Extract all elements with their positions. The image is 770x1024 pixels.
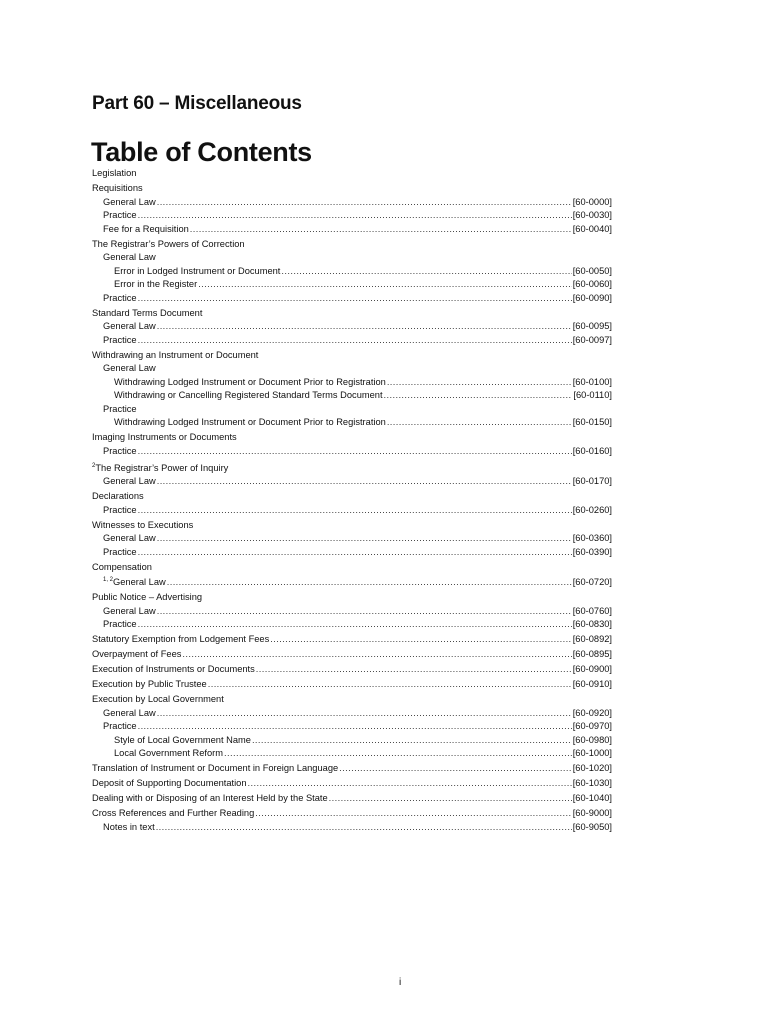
dot-leader — [138, 209, 572, 223]
toc-entry-text: Practice — [103, 546, 137, 557]
toc-entry[interactable] — [92, 223, 612, 237]
toc-entry-label — [103, 445, 137, 459]
toc-entry[interactable] — [92, 504, 612, 518]
toc-entry[interactable] — [92, 196, 612, 210]
toc-entry-label — [92, 663, 255, 677]
dot-leader — [384, 389, 573, 403]
toc-entry-reference[interactable]: [60-0970] — [572, 721, 612, 731]
toc-entry[interactable] — [92, 648, 612, 662]
toc-entry-text: Practice — [103, 210, 137, 220]
dot-leader — [252, 734, 572, 748]
toc-entry-label — [114, 278, 197, 292]
toc-entry-label — [103, 196, 156, 210]
toc-entry-label — [114, 416, 386, 430]
toc-entry-label — [92, 762, 338, 776]
dot-leader — [387, 416, 572, 430]
toc-entry[interactable] — [92, 807, 612, 821]
toc-entry-label — [114, 265, 280, 279]
toc-entry-text: Public Notice – Advertising — [92, 592, 203, 602]
toc-entry-text: Practice — [103, 619, 137, 629]
toc-entry-label — [92, 460, 228, 476]
toc-entry-text: Execution of Instruments or Documents — [92, 664, 255, 674]
dot-leader — [138, 618, 572, 632]
toc-entry-text: Legislation — [92, 168, 137, 178]
toc-entry-text: Practice — [103, 721, 137, 731]
toc-entry-reference[interactable]: [60-0150] — [572, 417, 612, 427]
dot-leader — [387, 376, 572, 390]
toc-entry[interactable] — [92, 792, 612, 806]
toc-entry[interactable] — [92, 663, 612, 677]
toc-entry-text: General Law — [113, 577, 166, 587]
toc-entry-label — [103, 403, 137, 417]
toc-entry-label — [103, 574, 166, 590]
dot-leader — [255, 807, 571, 821]
toc-entry[interactable] — [92, 376, 612, 390]
dot-leader — [157, 605, 572, 619]
dot-leader — [182, 648, 571, 662]
toc-entry-reference[interactable]: [60-0110] — [573, 390, 612, 400]
dot-leader — [329, 792, 572, 806]
toc-entry-label — [103, 292, 137, 306]
dot-leader — [138, 504, 572, 518]
toc-entry-reference[interactable]: [60-0040] — [572, 223, 612, 234]
toc-entry-label — [114, 747, 223, 761]
toc-entry-label — [92, 167, 136, 181]
toc-entry-text: Imaging Instruments or Documents — [92, 432, 237, 442]
toc-entry-reference[interactable]: [60-0980] — [572, 734, 612, 745]
toc-entry-text: General Law — [103, 533, 156, 543]
toc-entry-text: Notes in text — [103, 821, 155, 832]
dot-leader — [190, 223, 572, 237]
toc-entry — [92, 519, 612, 533]
toc-entry[interactable] — [92, 762, 612, 776]
toc-entry-text: Translation of Instrument or Document in Foreign Language — [92, 763, 339, 773]
dot-leader — [339, 762, 572, 776]
toc-entry-label — [103, 362, 156, 376]
toc-entry — [92, 460, 612, 476]
toc-entry-reference[interactable]: [60-0050] — [572, 265, 612, 276]
dot-leader — [138, 334, 572, 348]
part-title: Part 60 – Miscellaneous — [92, 93, 302, 114]
toc-entry-label — [92, 678, 207, 692]
toc-entry-label — [103, 618, 137, 632]
toc-entry-label — [103, 223, 189, 237]
toc-entry-text: Execution by Local Government — [92, 694, 224, 704]
toc-entry-text: Error in the Register — [114, 279, 198, 289]
toc-entry-text: General Law — [103, 321, 156, 331]
toc-entry-text: Witnesses to Executions — [92, 519, 194, 530]
toc-entry — [92, 167, 612, 181]
toc-entry-text: General Law — [103, 363, 156, 373]
toc-entry — [92, 403, 612, 417]
toc-entry[interactable] — [92, 334, 612, 348]
toc-entry-text: Compensation — [92, 561, 152, 572]
dot-leader — [157, 320, 572, 334]
toc-entry-reference[interactable]: [60-1000] — [572, 748, 612, 758]
toc-title: Table of Contents — [91, 137, 312, 167]
toc-entry[interactable] — [92, 209, 612, 223]
dot-leader — [138, 445, 572, 459]
toc-entry-reference[interactable]: [60-9000] — [572, 808, 612, 818]
toc-entry-label — [103, 334, 137, 348]
dot-leader — [281, 265, 571, 279]
toc-entry[interactable] — [92, 292, 612, 306]
toc-entry-label — [92, 519, 193, 533]
toc-entry-label — [103, 821, 155, 835]
toc-entry-reference[interactable]: [60-9050] — [572, 821, 612, 832]
footnote-marker: 1, 2 — [103, 577, 114, 583]
toc-entry-text: Withdrawing an Instrument or Document — [92, 349, 259, 360]
toc-entry-reference[interactable]: [60-0830] — [572, 619, 612, 629]
toc-entry[interactable] — [92, 707, 612, 721]
toc-entry-label — [92, 349, 258, 363]
toc-entry-reference[interactable]: [60-0900] — [572, 664, 612, 674]
toc-entry-label — [103, 605, 156, 619]
dot-leader — [224, 747, 572, 761]
table-of-contents — [92, 167, 612, 834]
toc-entry-label — [103, 532, 156, 546]
toc-entry — [92, 238, 612, 252]
page-number: i — [399, 977, 402, 988]
toc-entry-text: Withdrawing Lodged Instrument or Document Prior to Registration — [114, 376, 386, 387]
toc-entry-text: General Law — [103, 196, 156, 207]
toc-entry[interactable] — [92, 618, 612, 632]
toc-entry-label — [92, 648, 181, 662]
toc-entry-text: General Law — [103, 605, 156, 616]
toc-entry[interactable] — [92, 320, 612, 334]
toc-entry-reference[interactable]: [60-0097] — [572, 334, 612, 345]
toc-entry-label — [92, 561, 152, 575]
toc-entry-label — [114, 734, 251, 748]
toc-entry-text: General Law — [103, 252, 156, 262]
dot-leader — [270, 633, 571, 647]
toc-entry-reference[interactable]: [60-0360] — [572, 533, 612, 543]
toc-entry-reference[interactable]: [60-0892] — [572, 634, 612, 644]
toc-entry-reference[interactable]: [60-0260] — [572, 504, 612, 515]
toc-entry-reference[interactable]: [60-0160] — [572, 445, 612, 456]
toc-entry-reference[interactable]: [60-0060] — [572, 279, 612, 289]
toc-entry-text: Style of Local Government Name — [114, 734, 251, 745]
toc-entry-reference[interactable]: [60-0390] — [572, 546, 612, 557]
toc-entry — [92, 591, 612, 605]
toc-entry-text: Standard Terms Document — [92, 307, 203, 318]
toc-entry-reference[interactable]: [60-0895] — [572, 649, 612, 659]
toc-entry-label — [103, 504, 137, 518]
toc-entry[interactable] — [92, 720, 612, 734]
toc-entry — [92, 307, 612, 321]
dot-leader — [167, 576, 572, 590]
toc-entry-reference[interactable]: [60-1020] — [572, 763, 612, 773]
toc-entry-label — [103, 707, 156, 721]
footnote-marker: 2 — [92, 462, 96, 469]
toc-entry[interactable] — [92, 605, 612, 619]
toc-entry[interactable] — [92, 532, 612, 546]
toc-entry[interactable] — [92, 777, 612, 791]
toc-entry-label — [103, 475, 156, 489]
toc-entry-reference[interactable]: [60-1030] — [572, 778, 612, 788]
toc-entry-reference[interactable]: [60-1040] — [572, 793, 612, 803]
toc-entry-label — [103, 546, 137, 560]
toc-entry-reference[interactable]: [60-0090] — [572, 292, 612, 303]
toc-entry-reference[interactable]: [60-0000] — [572, 196, 612, 207]
toc-entry — [92, 182, 612, 196]
toc-entry[interactable] — [92, 747, 612, 761]
toc-entry-label — [92, 431, 237, 445]
dot-leader — [138, 546, 572, 560]
toc-entry-reference[interactable]: [60-0760] — [572, 605, 612, 616]
toc-entry-text: Local Government Reform — [114, 748, 224, 758]
dot-leader — [138, 292, 572, 306]
toc-entry-text: Practice — [103, 334, 137, 345]
toc-entry-reference[interactable]: [60-0920] — [572, 707, 612, 718]
toc-entry[interactable] — [92, 445, 612, 459]
toc-entry-label — [103, 209, 137, 223]
toc-entry-text: Practice — [103, 292, 137, 303]
toc-entry-text: Error in Lodged Instrument or Document — [114, 265, 281, 276]
dot-leader — [208, 678, 572, 692]
toc-entry-text: Practice — [103, 504, 137, 515]
toc-entry-label — [92, 693, 224, 707]
toc-entry[interactable] — [92, 821, 612, 835]
toc-entry-reference[interactable]: [60-0720] — [572, 577, 612, 587]
toc-entry[interactable] — [92, 389, 612, 403]
toc-entry-text: Overpayment of Fees — [92, 649, 182, 659]
toc-entry-text: The Registrar’s Powers of Correction — [92, 238, 245, 249]
dot-leader — [256, 663, 572, 677]
toc-entry[interactable] — [92, 265, 612, 279]
toc-entry-text: General Law — [103, 476, 156, 486]
toc-entry-label — [92, 777, 247, 791]
toc-entry-text: Cross References and Further Reading — [92, 808, 255, 818]
toc-entry[interactable] — [92, 633, 612, 647]
toc-entry-reference[interactable]: [60-0170] — [572, 476, 612, 486]
toc-entry[interactable] — [92, 278, 612, 292]
toc-entry-text: Statutory Exemption from Lodgement Fees — [92, 634, 270, 644]
toc-entry[interactable] — [92, 416, 612, 430]
toc-entry-label — [92, 238, 245, 252]
dot-leader — [248, 777, 572, 791]
toc-entry-reference[interactable]: [60-0100] — [572, 376, 612, 387]
toc-entry-label — [92, 591, 202, 605]
toc-entry-label — [92, 490, 144, 504]
dot-leader — [138, 720, 572, 734]
toc-entry — [92, 251, 612, 265]
dot-leader — [157, 532, 572, 546]
toc-entry — [92, 362, 612, 376]
toc-entry-label — [92, 307, 202, 321]
dot-leader — [157, 475, 572, 489]
toc-entry — [92, 490, 612, 504]
toc-entry-text: Withdrawing Lodged Instrument or Document Prior to Registration — [114, 417, 386, 427]
toc-entry-label — [103, 720, 137, 734]
toc-entry-text: Fee for a Requisition — [103, 223, 189, 234]
toc-entry[interactable] — [92, 734, 612, 748]
toc-entry-label — [92, 792, 328, 806]
dot-leader — [156, 821, 572, 835]
toc-entry-text: Execution by Public Trustee — [92, 679, 207, 689]
toc-entry-text: Practice — [103, 403, 137, 414]
dot-leader — [198, 278, 572, 292]
toc-entry-text: Requisitions — [92, 183, 143, 193]
toc-entry-reference[interactable]: [60-0095] — [572, 321, 612, 331]
toc-entry-text: Withdrawing or Cancelling Registered Standard Terms Document — [114, 390, 383, 400]
toc-entry-text: Dealing with or Disposing of an Interest Held by the State — [92, 793, 328, 803]
toc-entry-text: Deposit of Supporting Documentation — [92, 778, 247, 788]
toc-entry[interactable] — [92, 678, 612, 692]
toc-entry[interactable] — [92, 546, 612, 560]
toc-entry[interactable] — [92, 475, 612, 489]
toc-entry — [92, 431, 612, 445]
toc-entry[interactable] — [92, 574, 612, 590]
toc-entry-text: The Registrar’s Power of Inquiry — [95, 462, 229, 473]
toc-entry — [92, 561, 612, 575]
toc-entry-label — [114, 389, 383, 403]
toc-entry-text: General Law — [103, 707, 156, 718]
toc-entry-label — [92, 633, 269, 647]
toc-entry-reference[interactable]: [60-0030] — [572, 210, 612, 220]
dot-leader — [157, 196, 572, 210]
toc-entry — [92, 349, 612, 363]
toc-entry-label — [92, 182, 143, 196]
toc-entry-label — [92, 807, 254, 821]
dot-leader — [157, 707, 572, 721]
toc-entry-text: Practice — [103, 445, 137, 456]
toc-entry-label — [114, 376, 386, 390]
toc-entry-label — [103, 320, 156, 334]
toc-entry-reference[interactable]: [60-0910] — [572, 679, 612, 689]
toc-entry-text: Declarations — [92, 491, 144, 501]
toc-entry-label — [103, 251, 156, 265]
toc-entry — [92, 693, 612, 707]
